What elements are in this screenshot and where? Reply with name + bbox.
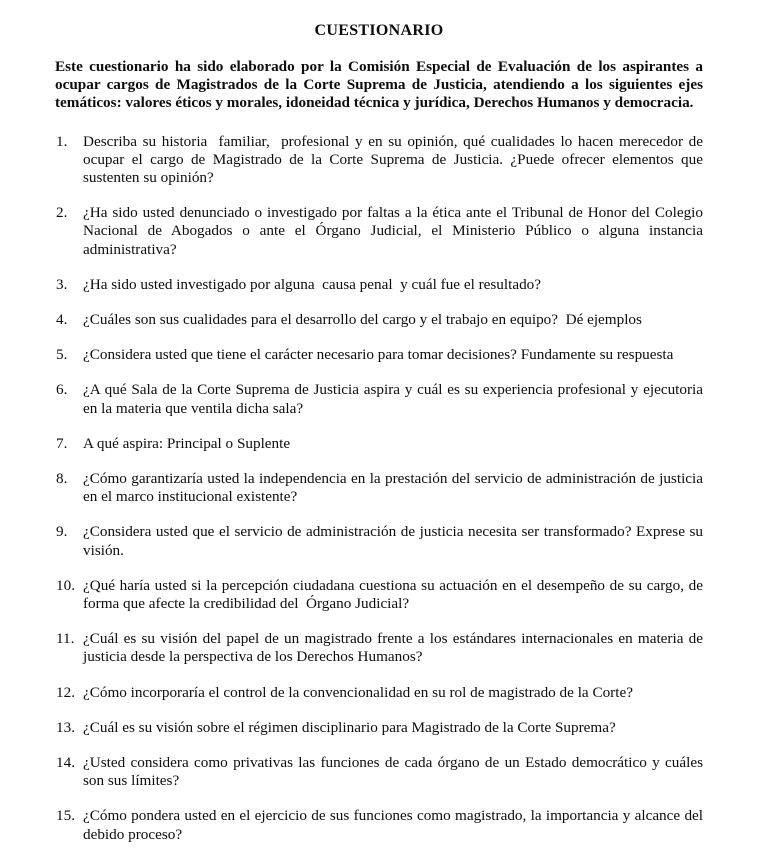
question-text: ¿Cuál es su visión del papel de un magistrado frente a los estándares internacionales en materia de justicia desde la perspectiva de los Derechos Humanos? (83, 630, 707, 666)
question-item (55, 754, 707, 790)
question-list (55, 132, 707, 844)
question-number: 4. (56, 311, 68, 329)
question-item (55, 132, 707, 188)
question-item (55, 381, 707, 417)
question-number: 15. (56, 807, 75, 825)
question-item (55, 470, 707, 506)
question-item (55, 576, 707, 613)
question-item (55, 311, 703, 329)
question-number: 13. (56, 718, 75, 736)
question-number: 14. (56, 754, 75, 772)
intro-paragraph: Este cuestionario ha sido elaborado por la Comisión Especial de Evaluación de los aspirantes a ocupar cargos de Magistrados de la Corte Suprema de Justicia, atendiendo a los siguientes ejes temáticos: valores éticos y morales, idoneidad técnica y jurídica, Derechos Humanos y democracia. (55, 58, 703, 112)
question-number: 8. (56, 470, 68, 488)
question-item (55, 435, 703, 453)
question-item (55, 346, 703, 364)
question-number: 10. (56, 576, 75, 594)
question-number: 6. (56, 381, 68, 399)
question-text: ¿Cuál es su visión sobre el régimen disciplinario para Magistrado de la Corte Suprema? (83, 718, 616, 736)
document-title: CUESTIONARIO (314, 22, 444, 39)
question-number: 11. (56, 630, 75, 648)
question-text: A qué aspira: Principal o Suplente (83, 434, 291, 452)
question-number: 3. (56, 275, 68, 293)
question-text: ¿Cuáles son sus cualidades para el desarrollo del cargo y el trabajo en equipo? Dé ejemplos (83, 311, 642, 329)
question-text: ¿Cómo incorporaría el control de la convencionalidad en su rol de magistrado de la Corte? (83, 683, 633, 701)
question-item (55, 204, 707, 259)
question-number: 2. (56, 204, 68, 222)
question-item (55, 719, 703, 737)
question-text: ¿Considera usted que tiene el carácter necesario para tomar decisiones? Fundamente su respuesta (83, 346, 674, 364)
question-text: Describa su historia familiar, profesional y en su opinión, qué cualidades lo hacen merecedor de ocupar el cargo de Magistrado de la Corte Suprema de Justicia. ¿Puede ofrecer elementos que sustenten su opinión? (83, 132, 707, 187)
question-text: ¿A qué Sala de la Corte Suprema de Justicia aspira y cuál es su experiencia profesional y ejecutoria en la materia que ventila dicha sala? (83, 381, 707, 417)
question-number: 7. (56, 434, 68, 452)
question-item (55, 684, 703, 702)
question-number: 12. (56, 683, 75, 701)
question-text: ¿Cómo pondera usted en el ejercicio de sus funciones como magistrado, la importancia y alcance del debido proceso? (83, 807, 707, 843)
question-item (55, 276, 703, 294)
question-number: 5. (56, 346, 68, 364)
question-text: ¿Ha sido usted investigado por alguna causa penal y cuál fue el resultado? (83, 275, 541, 293)
question-number: 1. (56, 132, 68, 150)
question-item (55, 807, 707, 843)
question-text: ¿Cómo garantizaría usted la independencia en la prestación del servicio de administración de justicia en el marco institucional existente? (83, 470, 707, 506)
question-item (55, 630, 707, 666)
question-item (55, 523, 707, 559)
question-text: ¿Considera usted que el servicio de administración de justicia necesita ser transformado? Exprese su visión. (83, 523, 707, 559)
question-text: ¿Qué haría usted si la percepción ciudadana cuestiona su actuación en el desempeño de su cargo, de forma que afecte la credibilidad del Órgano Judicial? (83, 576, 707, 613)
question-number: 9. (56, 523, 68, 541)
question-text: ¿Usted considera como privativas las funciones de cada órgano de un Estado democrático y cuáles son sus límites? (83, 754, 707, 790)
question-text: ¿Ha sido usted denunciado o investigado por faltas a la ética ante el Tribunal de Honor del Colegio Nacional de Abogados o ante el Órgano Judicial, el Ministerio Público o alguna instancia administrativa? (83, 204, 707, 258)
